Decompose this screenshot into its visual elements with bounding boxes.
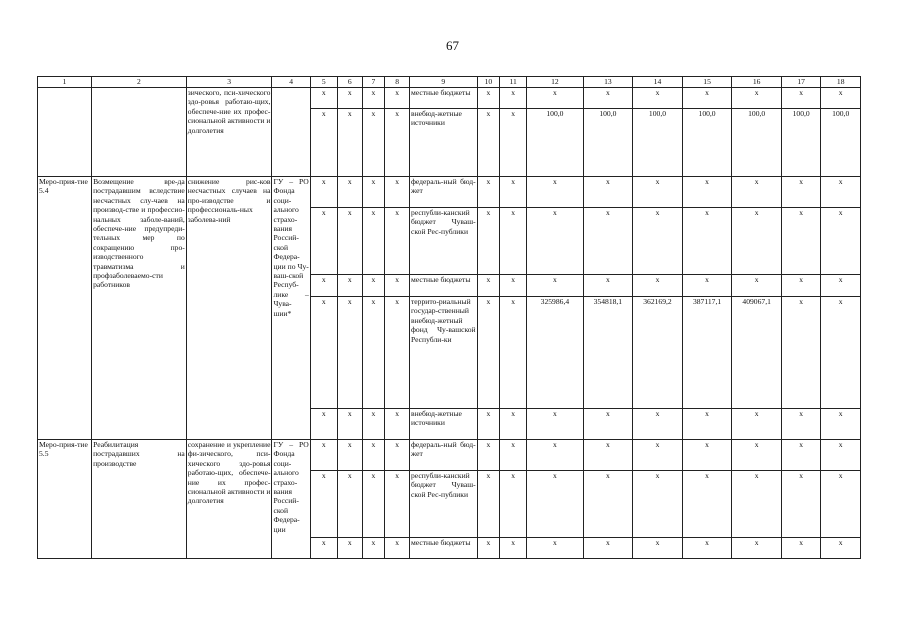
header-cell: 17	[781, 77, 820, 88]
value-cell: x	[781, 177, 820, 208]
value-cell: x	[633, 177, 683, 208]
header-cell: 6	[337, 77, 362, 88]
value-cell: x	[500, 297, 527, 409]
funding-source-cell: местные бюджеты	[409, 275, 477, 297]
header-cell: 4	[272, 77, 310, 88]
value-cell: x	[385, 177, 410, 208]
header-cell: 9	[409, 77, 477, 88]
value-cell: x	[362, 109, 385, 177]
value-cell: x	[310, 208, 337, 275]
value-cell: x	[583, 538, 633, 559]
table-body	[38, 77, 861, 559]
value-cell: x	[682, 440, 732, 471]
value-cell: x	[337, 208, 362, 275]
value-cell: x	[633, 471, 683, 538]
value-cell: x	[362, 538, 385, 559]
header-cell: 7	[362, 77, 385, 88]
header-cell: 10	[477, 77, 500, 88]
header-cell: 13	[583, 77, 633, 88]
value-cell: x	[682, 208, 732, 275]
value-cell: x	[477, 440, 500, 471]
value-cell: x	[527, 440, 583, 471]
value-cell: x	[500, 471, 527, 538]
value-cell: 100,0	[732, 109, 782, 177]
value-cell: x	[310, 409, 337, 440]
value-cell: x	[477, 471, 500, 538]
value-cell: x	[821, 409, 861, 440]
value-cell: x	[362, 177, 385, 208]
value-cell: x	[583, 177, 633, 208]
value-cell: x	[310, 471, 337, 538]
value-cell: x	[633, 440, 683, 471]
value-cell: x	[500, 88, 527, 109]
measure-goal-cell: снижение рис-ков несчастных случаев на про-изводстве и профессиональ-ных заболева-ний	[186, 177, 272, 440]
value-cell: x	[633, 538, 683, 559]
measure-name-cell: Возмещение вре-да пострадавшим вследствие несчастных слу-чаев на производ-стве и профессио-нальных заболе-ваний, обеспече-ние предупреди-тельных мер по сокращению про-изводственного травматизма и профзаболеваемо-сти работников	[92, 177, 187, 440]
header-cell: 3	[186, 77, 272, 88]
header-cell: 8	[385, 77, 410, 88]
value-cell: x	[781, 409, 820, 440]
header-cell: 1	[38, 77, 92, 88]
value-cell: x	[527, 275, 583, 297]
value-cell: x	[527, 409, 583, 440]
value-cell: x	[732, 177, 782, 208]
value-cell: x	[385, 409, 410, 440]
value-cell: x	[633, 88, 683, 109]
header-cell: 12	[527, 77, 583, 88]
executor-cell: ГУ – РО Фонда соци-ального страхо-вания Россий-ской Федера-ции	[272, 440, 310, 559]
value-cell: x	[732, 440, 782, 471]
value-cell: x	[310, 109, 337, 177]
value-cell: x	[310, 177, 337, 208]
value-cell: x	[732, 471, 782, 538]
value-cell: x	[633, 208, 683, 275]
header-row	[38, 77, 861, 88]
table-row	[38, 440, 861, 471]
header-cell: 14	[633, 77, 683, 88]
value-cell: x	[682, 177, 732, 208]
value-cell: x	[337, 297, 362, 409]
value-cell: x	[310, 88, 337, 109]
measure-goal-cell: сохранение и укрепление фи-зического, пси-хического здо-ровья работаю-щих, обеспече-ние их профес-сиональной активности и долголетия	[186, 440, 272, 559]
value-cell: x	[583, 440, 633, 471]
value-cell: x	[781, 208, 820, 275]
value-cell: x	[500, 538, 527, 559]
value-cell: x	[362, 471, 385, 538]
value-cell: x	[633, 275, 683, 297]
value-cell: x	[385, 297, 410, 409]
funding-source-cell: местные бюджеты	[409, 538, 477, 559]
value-cell: x	[732, 409, 782, 440]
measure-number-cell	[38, 88, 92, 177]
header-cell: 18	[821, 77, 861, 88]
value-cell: x	[362, 440, 385, 471]
value-cell: x	[477, 297, 500, 409]
value-cell: x	[583, 88, 633, 109]
value-cell: 100,0	[821, 109, 861, 177]
value-cell: x	[477, 109, 500, 177]
value-cell: x	[337, 409, 362, 440]
value-cell: 100,0	[781, 109, 820, 177]
table-row	[38, 177, 861, 208]
value-cell: 325986,4	[527, 297, 583, 409]
value-cell: x	[781, 440, 820, 471]
value-cell: x	[821, 208, 861, 275]
value-cell: x	[310, 538, 337, 559]
value-cell: x	[310, 440, 337, 471]
value-cell: x	[682, 88, 732, 109]
value-cell: x	[500, 440, 527, 471]
value-cell: x	[385, 109, 410, 177]
funding-source-cell: федераль-ный бюд-жет	[409, 440, 477, 471]
funding-source-cell: террито-риальный государ-ственный внебюд-жетный фонд Чу-вашской Республи-ки	[409, 297, 477, 409]
value-cell: x	[821, 440, 861, 471]
value-cell: x	[781, 88, 820, 109]
value-cell: x	[821, 471, 861, 538]
value-cell: x	[385, 538, 410, 559]
value-cell: x	[337, 177, 362, 208]
value-cell: x	[500, 208, 527, 275]
value-cell: x	[682, 275, 732, 297]
measure-goal-cell: зического, пси-хического здо-ровья работаю-щих, обеспече-ние их профес-сиональной активности и долголетия	[186, 88, 272, 177]
value-cell: x	[527, 177, 583, 208]
value-cell: x	[477, 208, 500, 275]
funding-source-cell: федераль-ный бюд-жет	[409, 177, 477, 208]
value-cell: x	[500, 275, 527, 297]
value-cell: x	[500, 409, 527, 440]
measure-number-cell: Меро-прия-тие 5.5	[38, 440, 92, 559]
value-cell: x	[583, 208, 633, 275]
value-cell: x	[477, 409, 500, 440]
value-cell: x	[821, 538, 861, 559]
value-cell: x	[337, 440, 362, 471]
value-cell: x	[385, 471, 410, 538]
value-cell: x	[527, 538, 583, 559]
page-number: 67	[446, 38, 459, 53]
value-cell: x	[682, 409, 732, 440]
value-cell: x	[781, 275, 820, 297]
funding-source-cell: внебюд-жетные источники	[409, 409, 477, 440]
value-cell: x	[633, 409, 683, 440]
value-cell: x	[732, 275, 782, 297]
measure-number-cell: Меро-прия-тие 5.4	[38, 177, 92, 440]
value-cell: x	[477, 275, 500, 297]
value-cell: x	[781, 471, 820, 538]
value-cell: 100,0	[583, 109, 633, 177]
executor-cell	[272, 88, 310, 177]
value-cell: x	[583, 275, 633, 297]
value-cell: x	[732, 538, 782, 559]
value-cell: 100,0	[527, 109, 583, 177]
value-cell: x	[500, 177, 527, 208]
value-cell: x	[781, 297, 820, 409]
table-row	[38, 88, 861, 109]
header-cell: 16	[732, 77, 782, 88]
value-cell: x	[477, 538, 500, 559]
value-cell: x	[362, 208, 385, 275]
funding-source-cell: местные бюджеты	[409, 88, 477, 109]
value-cell: x	[527, 471, 583, 538]
value-cell: x	[385, 88, 410, 109]
value-cell: x	[337, 538, 362, 559]
value-cell: x	[337, 275, 362, 297]
value-cell: x	[362, 275, 385, 297]
value-cell: x	[477, 177, 500, 208]
value-cell: 409067,1	[732, 297, 782, 409]
value-cell: x	[362, 409, 385, 440]
executor-cell: ГУ – РО Фонда соци-ального страхо-вания Россий-ской Федера-ции по Чу-ваш-ской Респуб-лике – Чува-шии*	[272, 177, 310, 440]
value-cell: 362169,2	[633, 297, 683, 409]
value-cell: x	[337, 471, 362, 538]
value-cell: x	[527, 88, 583, 109]
measure-name-cell	[92, 88, 187, 177]
header-cell: 2	[92, 77, 187, 88]
value-cell: x	[337, 109, 362, 177]
funding-source-cell: республи-канский бюджет Чуваш-ской Рес-публики	[409, 208, 477, 275]
value-cell: x	[500, 109, 527, 177]
value-cell: x	[583, 471, 633, 538]
value-cell: x	[310, 275, 337, 297]
header-cell: 5	[310, 77, 337, 88]
value-cell: x	[781, 538, 820, 559]
value-cell: x	[385, 208, 410, 275]
value-cell: x	[310, 297, 337, 409]
value-cell: x	[362, 88, 385, 109]
funding-source-cell: республи-канский бюджет Чуваш-ской Рес-публики	[409, 471, 477, 538]
value-cell: x	[583, 409, 633, 440]
value-cell: x	[732, 208, 782, 275]
value-cell: x	[821, 88, 861, 109]
value-cell: 354818,1	[583, 297, 633, 409]
value-cell: x	[732, 88, 782, 109]
value-cell: x	[527, 208, 583, 275]
value-cell: x	[821, 297, 861, 409]
value-cell: x	[821, 275, 861, 297]
value-cell: x	[682, 538, 732, 559]
value-cell: x	[682, 471, 732, 538]
value-cell: x	[385, 440, 410, 471]
value-cell: x	[477, 88, 500, 109]
measure-name-cell: Реабилитация пострадавших на производстве	[92, 440, 187, 559]
funding-source-cell: внебюд-жетные источники	[409, 109, 477, 177]
value-cell: x	[337, 88, 362, 109]
value-cell: 387117,1	[682, 297, 732, 409]
value-cell: x	[385, 275, 410, 297]
value-cell: x	[821, 177, 861, 208]
header-cell: 15	[682, 77, 732, 88]
budget-table	[37, 76, 861, 559]
value-cell: 100,0	[633, 109, 683, 177]
value-cell: 100,0	[682, 109, 732, 177]
value-cell: x	[362, 297, 385, 409]
header-cell: 11	[500, 77, 527, 88]
